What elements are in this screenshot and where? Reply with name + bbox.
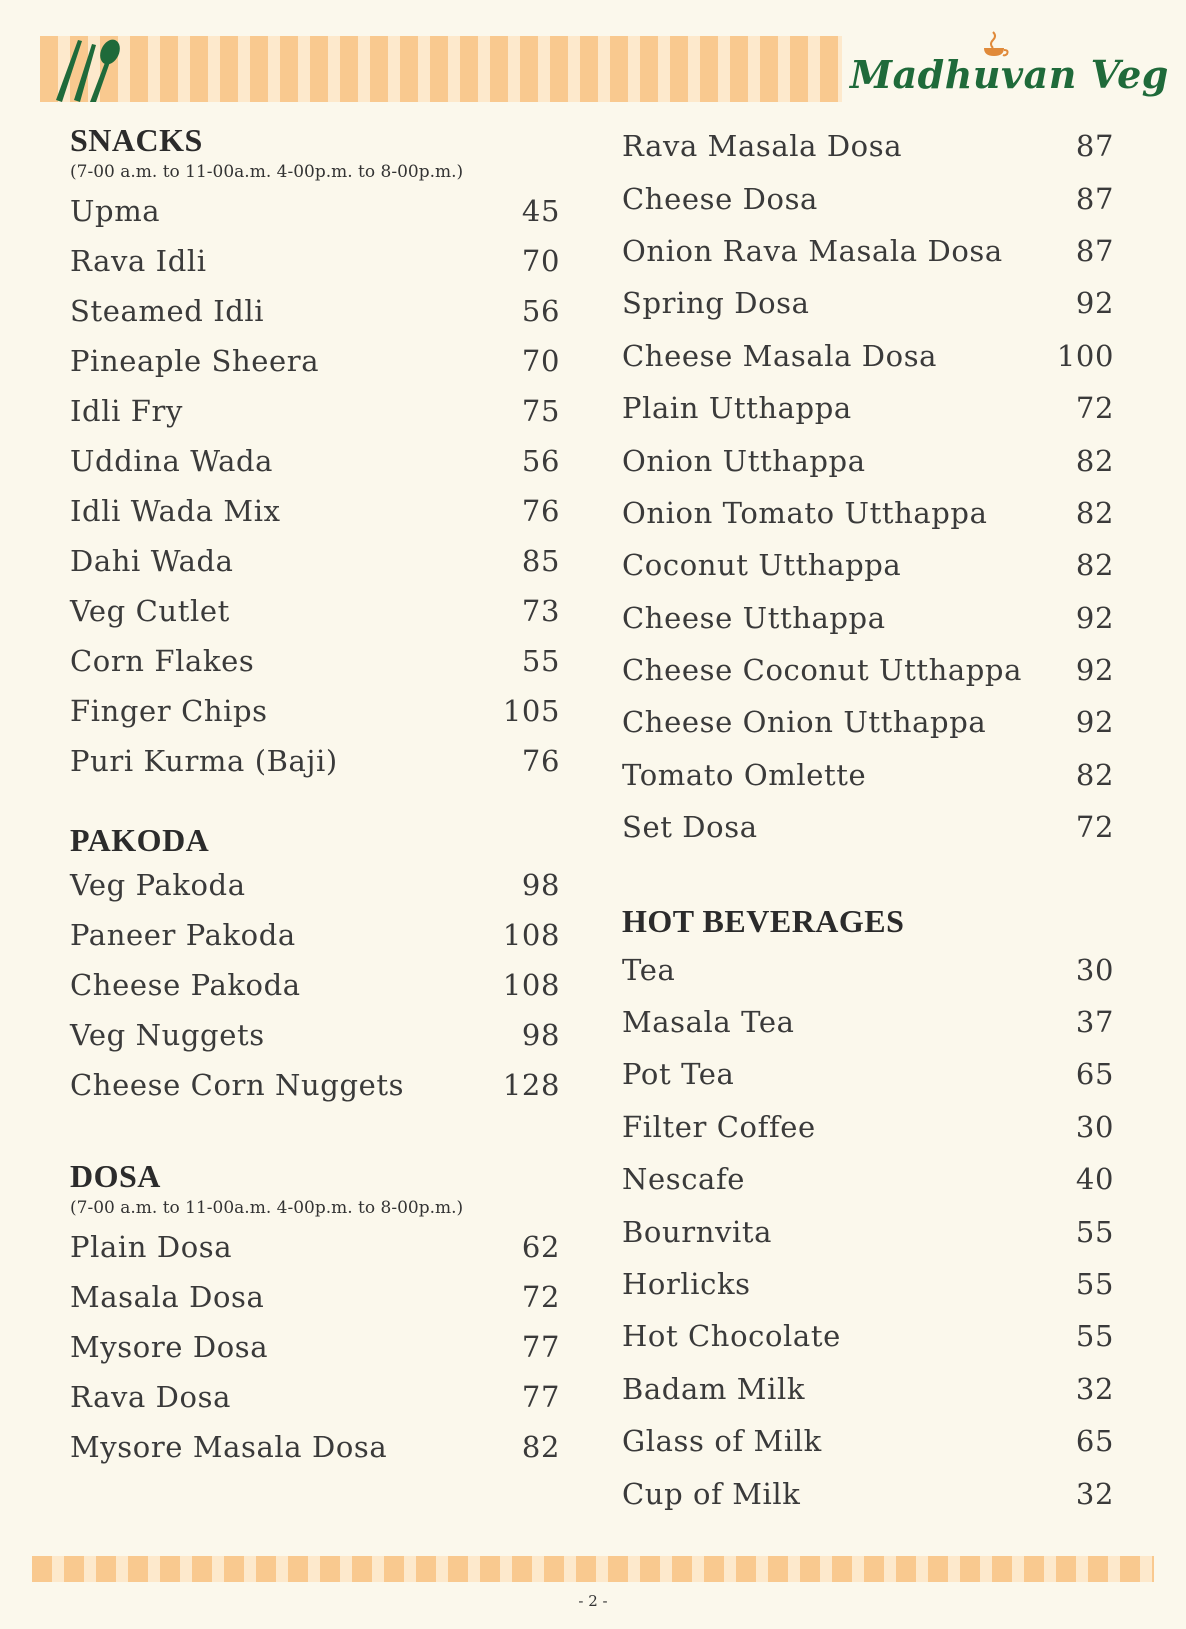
menu-item-price: 72 xyxy=(521,1280,560,1314)
menu-item-name: Masala Tea xyxy=(622,1005,795,1040)
fork-knife-icon xyxy=(48,36,134,102)
menu-item xyxy=(622,943,1114,995)
menu-item-name: Onion Tomato Utthappa xyxy=(622,495,988,530)
menu-item-name: Filter Coffee xyxy=(622,1109,816,1144)
menu-item xyxy=(70,1372,560,1422)
menu-item-price: 75 xyxy=(521,394,560,428)
menu-item xyxy=(70,286,560,336)
menu-item xyxy=(70,736,560,786)
menu-item xyxy=(70,436,560,486)
menu-item-price: 92 xyxy=(1075,653,1114,688)
menu-column-left xyxy=(70,120,560,1472)
menu-item-name: Hot Chocolate xyxy=(622,1319,841,1354)
menu-item-name: Badam Milk xyxy=(622,1371,805,1406)
menu-item-price: 108 xyxy=(502,918,560,952)
menu-item-price: 70 xyxy=(521,244,560,278)
menu-item xyxy=(622,801,1114,853)
menu-item-name: Veg Cutlet xyxy=(70,594,230,628)
menu-item-price: 56 xyxy=(521,294,560,328)
menu-item-name: Cheese Dosa xyxy=(622,181,818,216)
menu-item xyxy=(70,636,560,686)
menu-item-price: 56 xyxy=(521,444,560,478)
menu-item-price: 55 xyxy=(1075,1267,1114,1301)
section-pakoda xyxy=(70,820,560,1110)
menu-item-name: Tomato Omlette xyxy=(622,757,867,792)
menu-item xyxy=(622,1310,1114,1362)
menu-item-price: 65 xyxy=(1075,1424,1114,1459)
menu-item xyxy=(70,236,560,286)
menu-item xyxy=(622,1258,1114,1310)
menu-item xyxy=(70,386,560,436)
menu-item xyxy=(622,996,1114,1048)
menu-item xyxy=(622,225,1114,277)
menu-item-name: Cheese Pakoda xyxy=(70,968,301,1002)
menu-item-price: 30 xyxy=(1075,1109,1114,1144)
menu-item-price: 62 xyxy=(521,1230,560,1264)
menu-item xyxy=(622,749,1114,801)
section-hours: (7-00 a.m. to 11-00a.m. 4-00p.m. to 8-00p.m.) xyxy=(70,162,464,182)
menu-item xyxy=(622,277,1114,329)
menu-item-price: 92 xyxy=(1075,705,1114,740)
menu-item xyxy=(70,1222,560,1272)
menu-item xyxy=(622,1363,1114,1415)
menu-item xyxy=(70,1422,560,1472)
menu-item-price: 105 xyxy=(502,694,560,728)
menu-item-name: Uddina Wada xyxy=(70,444,274,478)
menu-item-price: 55 xyxy=(1075,1319,1114,1354)
menu-item-name: Nescafe xyxy=(622,1162,746,1197)
menu-item-price: 82 xyxy=(1075,548,1114,583)
menu-item-price: 55 xyxy=(1075,1214,1114,1249)
menu-item xyxy=(622,434,1114,486)
menu-item-price: 87 xyxy=(1075,181,1114,216)
menu-item xyxy=(622,487,1114,539)
header-stripe xyxy=(40,36,842,102)
menu-item-name: Veg Pakoda xyxy=(70,868,246,902)
menu-item-name: Onion Rava Masala Dosa xyxy=(622,233,1003,268)
menu-item xyxy=(70,336,560,386)
menu-item xyxy=(70,186,560,236)
menu-item-name: Idli Wada Mix xyxy=(70,494,281,528)
menu-item-name: Mysore Dosa xyxy=(70,1330,269,1364)
menu-item-price: 82 xyxy=(1075,495,1114,530)
menu-item-name: Spring Dosa xyxy=(622,286,810,321)
menu-item-price: 55 xyxy=(521,644,560,678)
section-hot-beverages xyxy=(622,899,1114,1519)
menu-item-price: 76 xyxy=(521,744,560,778)
brand-name: Madhuvan Veg xyxy=(850,52,1169,97)
menu-item xyxy=(70,910,560,960)
menu-item xyxy=(622,330,1114,382)
menu-item xyxy=(622,1153,1114,1205)
menu-item xyxy=(70,536,560,586)
menu-item-price: 87 xyxy=(1075,129,1114,164)
menu-item-name: Set Dosa xyxy=(622,810,758,845)
menu-item-name: Paneer Pakoda xyxy=(70,918,296,952)
section-title: HOT BEVERAGES xyxy=(622,903,905,940)
menu-item-price: 98 xyxy=(521,1018,560,1052)
menu-item xyxy=(622,172,1114,224)
menu-item-price: 87 xyxy=(1075,233,1114,268)
menu-item-name: Veg Nuggets xyxy=(70,1018,265,1052)
menu-item-price: 82 xyxy=(521,1430,560,1464)
menu-item xyxy=(622,120,1114,172)
menu-item xyxy=(622,696,1114,748)
menu-item xyxy=(622,1415,1114,1467)
menu-item-name: Plain Dosa xyxy=(70,1230,233,1264)
menu-item-name: Finger Chips xyxy=(70,694,268,728)
menu-item-price: 73 xyxy=(521,594,560,628)
menu-item-name: Onion Utthappa xyxy=(622,443,866,478)
menu-item-name: Puri Kurma (Baji) xyxy=(70,744,338,778)
menu-item xyxy=(70,1322,560,1372)
menu-item-price: 65 xyxy=(1075,1057,1114,1092)
menu-item xyxy=(70,1010,560,1060)
menu-item-price: 77 xyxy=(521,1380,560,1414)
menu-item-name: Mysore Masala Dosa xyxy=(70,1430,388,1464)
menu-item-price: 108 xyxy=(502,968,560,1002)
menu-item-price: 82 xyxy=(1075,757,1114,792)
menu-item-name: Pot Tea xyxy=(622,1057,735,1092)
menu-item xyxy=(70,860,560,910)
menu-item xyxy=(70,486,560,536)
menu-item xyxy=(622,644,1114,696)
menu-item xyxy=(622,539,1114,591)
section-title: SNACKS xyxy=(70,122,203,158)
menu-item-name: Steamed Idli xyxy=(70,294,265,328)
menu-item-price: 32 xyxy=(1075,1371,1114,1406)
menu-item-name: Cup of Milk xyxy=(622,1476,801,1511)
menu-item-name: Coconut Utthappa xyxy=(622,548,902,583)
menu-item-name: Cheese Coconut Utthappa xyxy=(622,653,1022,688)
menu-item xyxy=(622,382,1114,434)
menu-item-name: Upma xyxy=(70,194,161,228)
menu-item-name: Dahi Wada xyxy=(70,544,234,578)
menu-item-price: 40 xyxy=(1075,1162,1114,1197)
page-number: - 2 - xyxy=(578,1592,608,1610)
menu-item-price: 77 xyxy=(521,1330,560,1364)
menu-item xyxy=(70,686,560,736)
menu-item-price: 72 xyxy=(1075,810,1114,845)
menu-item-name: Cheese Utthappa xyxy=(622,600,886,635)
menu-item-name: Rava Masala Dosa xyxy=(622,129,903,164)
footer-stripe xyxy=(32,1556,1154,1582)
section-dosa-continued xyxy=(622,120,1114,853)
section-dosa xyxy=(70,1156,560,1472)
menu-item-price: 30 xyxy=(1075,952,1114,987)
menu-item-name: Cheese Masala Dosa xyxy=(622,338,938,373)
menu-item-price: 100 xyxy=(1056,338,1114,373)
menu-item-name: Tea xyxy=(622,952,676,987)
menu-item xyxy=(70,960,560,1010)
menu-item-price: 98 xyxy=(521,868,560,902)
menu-item-price: 128 xyxy=(502,1068,560,1102)
menu-item xyxy=(622,592,1114,644)
menu-item xyxy=(622,1467,1114,1519)
menu-item-name: Masala Dosa xyxy=(70,1280,265,1314)
brand-logo xyxy=(850,30,1169,110)
menu-item-price: 92 xyxy=(1075,286,1114,321)
menu-item xyxy=(70,586,560,636)
menu-item-name: Horlicks xyxy=(622,1267,751,1301)
menu-item-price: 76 xyxy=(521,494,560,528)
section-title: PAKODA xyxy=(70,822,210,858)
menu-item-price: 82 xyxy=(1075,443,1114,478)
section-title: DOSA xyxy=(70,1158,161,1194)
menu-item-price: 37 xyxy=(1075,1005,1114,1040)
menu-item-price: 32 xyxy=(1075,1476,1114,1511)
menu-item-name: Rava Dosa xyxy=(70,1380,231,1414)
menu-item-name: Plain Utthappa xyxy=(622,391,852,426)
menu-item-name: Pineaple Sheera xyxy=(70,344,320,378)
menu-item-name: Corn Flakes xyxy=(70,644,255,678)
menu-item xyxy=(622,1048,1114,1100)
menu-item-name: Cheese Onion Utthappa xyxy=(622,705,987,740)
section-snacks xyxy=(70,120,560,786)
menu-item-price: 92 xyxy=(1075,600,1114,635)
menu-item-price: 85 xyxy=(521,544,560,578)
menu-item xyxy=(622,1101,1114,1153)
menu-item-price: 72 xyxy=(1075,391,1114,426)
menu-column-right xyxy=(622,120,1114,1520)
menu-item-name: Rava Idli xyxy=(70,244,207,278)
menu-item-price: 45 xyxy=(521,194,560,228)
menu-item-name: Idli Fry xyxy=(70,394,183,428)
menu-item xyxy=(622,1205,1114,1257)
menu-item-name: Bournvita xyxy=(622,1214,772,1249)
section-hours: (7-00 a.m. to 11-00a.m. 4-00p.m. to 8-00p.m.) xyxy=(70,1198,464,1218)
menu-item-price: 70 xyxy=(521,344,560,378)
menu-item-name: Cheese Corn Nuggets xyxy=(70,1068,405,1102)
menu-item-name: Glass of Milk xyxy=(622,1424,822,1459)
menu-item xyxy=(70,1060,560,1110)
menu-item xyxy=(70,1272,560,1322)
